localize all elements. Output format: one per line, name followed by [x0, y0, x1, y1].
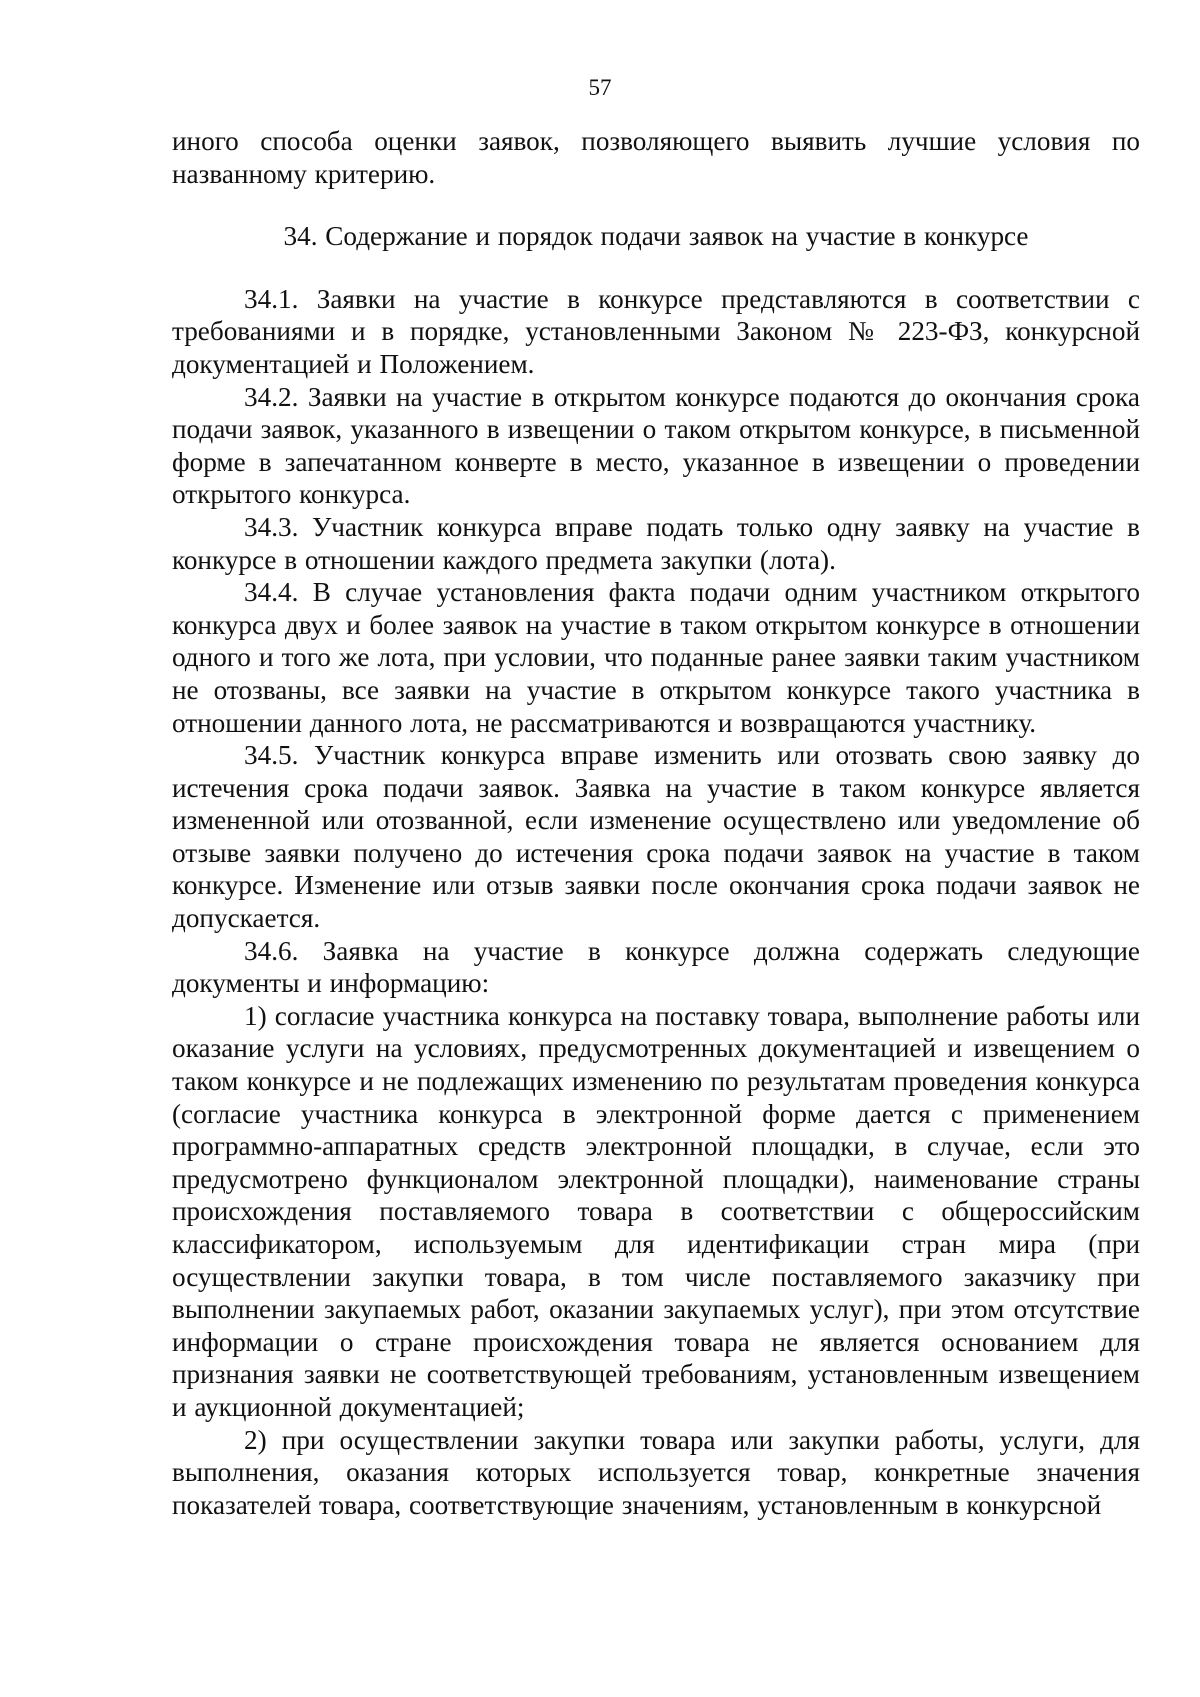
document-body [172, 125, 1140, 1521]
paragraph-continuation: иного способа оценки заявок, позволяющего выявить лучшие условия по названному критерию. [172, 126, 1140, 189]
paragraph-34-3: 34.3. Участник конкурса вправе подать только одну заявку на участие в конкурсе в отношении каждого предмета закупки (лота). [172, 511, 1140, 575]
paragraph-34-4: 34.4. В случае установления факта подачи одним участником открытого конкурса двух и более заявок на участие в таком открытом конкурсе в отношении одного и того же лота, при условии, что поданные ранее заявки таким участником не отозваны, все заявки на участие в открытом конкурсе такого участника в отношении данного лота, не рассматриваются и возвращаются участнику. [172, 577, 1140, 738]
page-number: 57 [588, 75, 612, 100]
section-heading-34: 34. Содержание и порядок подачи заявок на участие в конкурсе [283, 221, 1029, 252]
list-item-2: 2) при осуществлении закупки товара или закупки работы, услуги, для выполнения, оказания которых используется товар, конкретные значения показателей товара, соответствующие значениям, установленным в конкурсной [172, 1424, 1140, 1520]
paragraph-34-2: 34.2. Заявки на участие в открытом конкурсе подаются до окончания срока подачи заявок, указанного в извещении о таком открытом конкурсе, в письменной форме в запечатанном конверте в место, указанное в извещении о проведении открытого конкурса. [172, 381, 1140, 510]
list-item-1: 1) согласие участника конкурса на поставку товара, выполнение работы или оказание услуги на условиях, предусмотренных документацией и извещением о таком конкурсе и не подлежащих изменению по результатам проведения конкурса (согласие участника конкурса в электронной форме дается с применением программно-аппаратных средств электронной площадки, в случае, если это предусмотрено функционалом электронной площадки), наименование страны происхождения поставляемого товара в соответствии с общероссийским классификатором, используемым для идентификации стран мира (при осуществлении закупки товара, в том числе поставляемого заказчику при выполнении закупаемых работ, оказании закупаемых услуг), при этом отсутствие информации о стране происхождения товара не является основанием для признания заявки не соответствующей требованиям, установленным извещением и аукционной документацией; [172, 1000, 1140, 1422]
paragraph-34-5: 34.5. Участник конкурса вправе изменить или отозвать свою заявку до истечения срока подачи заявок. Заявка на участие в таком конкурсе является измененной или отозванной, если изменение осуществлено или уведомление об отзыве заявки получено до истечения срока подачи заявок на участие в таком конкурсе. Изменение или отзыв заявки после окончания срока подачи заявок не допускается. [172, 740, 1140, 934]
paragraph-34-6: 34.6. Заявка на участие в конкурсе должна содержать следующие документы и информацию: [172, 935, 1140, 999]
paragraph-34-1: 34.1. Заявки на участие в конкурсе представляются в соответствии с требованиями и в порядке, установленными Законом № 223-ФЗ, конкурсной документацией и Положением. [172, 283, 1140, 379]
